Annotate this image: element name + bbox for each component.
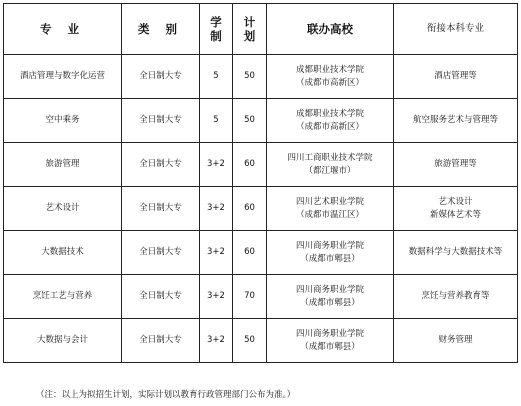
header-plan (233, 4, 267, 55)
cell-category: 全日制大专 (122, 275, 200, 319)
cell-partner-line: （成都市高新区） (295, 77, 364, 88)
cell-years: 3+2 (200, 143, 233, 187)
cell-bachelor (394, 99, 518, 143)
cell-bachelor (394, 319, 518, 363)
cell-category: 全日制大专 (122, 55, 200, 99)
cell-bachelor-line: 旅游管理等 (434, 159, 477, 169)
table-row (4, 187, 518, 231)
header-years-line-1: 学 (210, 15, 222, 29)
table-header-row (4, 4, 518, 55)
cell-partner-line: 四川商务职业学院 (295, 240, 364, 251)
cell-plan: 60 (233, 231, 267, 275)
cell-partner (267, 275, 394, 319)
cell-years: 5 (200, 55, 233, 99)
cell-category: 全日制大专 (122, 231, 200, 275)
footnote: （注：以上为拟招生计划，实际计划以教育行政管理部门公布为准。） (36, 390, 296, 400)
cell-major: 酒店管理与数字化运营 (4, 55, 122, 99)
cell-partner (267, 319, 394, 363)
header-partner: 联办高校 (267, 4, 394, 55)
header-years (200, 4, 233, 55)
cell-partner-line: （都江堰市） (304, 165, 356, 176)
cell-years: 3+2 (200, 231, 233, 275)
cell-years: 5 (200, 99, 233, 143)
table-row (4, 55, 518, 99)
cell-partner-line: 成都职业技术学院 (295, 64, 364, 75)
cell-plan: 60 (233, 187, 267, 231)
cell-bachelor-line: 航空服务艺术与管理等 (412, 115, 498, 125)
cell-partner-line: 四川商务职业学院 (295, 328, 364, 339)
cell-partner-line: 四川艺术职业学院 (295, 196, 364, 207)
cell-category: 全日制大专 (122, 319, 200, 363)
cell-plan: 50 (233, 99, 267, 143)
cell-major: 大数据与会计 (4, 319, 122, 363)
cell-plan: 50 (233, 319, 267, 363)
cell-bachelor-line: 财务管理 (438, 335, 473, 345)
cell-partner (267, 187, 394, 231)
enrollment-plan-table (3, 3, 518, 363)
cell-category: 全日制大专 (122, 143, 200, 187)
cell-major: 艺术设计 (4, 187, 122, 231)
cell-major: 烹饪工艺与营养 (4, 275, 122, 319)
cell-partner-line: （成都市郫县） (300, 341, 360, 352)
cell-bachelor (394, 187, 518, 231)
cell-partner-line: 四川商务职业学院 (295, 284, 364, 295)
cell-bachelor-line: 数据科学与大数据技术等 (408, 247, 503, 257)
cell-years: 3+2 (200, 275, 233, 319)
cell-partner-line: 四川工商职业技术学院 (287, 152, 373, 163)
cell-bachelor (394, 275, 518, 319)
header-major: 专 业 (4, 4, 122, 55)
table-row (4, 319, 518, 363)
header-category: 类 别 (122, 4, 200, 55)
cell-category: 全日制大专 (122, 99, 200, 143)
cell-bachelor (394, 231, 518, 275)
table-row (4, 143, 518, 187)
cell-years: 3+2 (200, 319, 233, 363)
cell-partner-line: 成都职业技术学院 (295, 108, 364, 119)
cell-plan: 60 (233, 143, 267, 187)
table-body (4, 55, 518, 363)
cell-major: 旅游管理 (4, 143, 122, 187)
cell-plan: 70 (233, 275, 267, 319)
cell-partner-line: （成都市郫县） (300, 253, 360, 264)
cell-partner-line: （成都市郫县） (300, 297, 360, 308)
cell-bachelor-line: 新媒体艺术等 (429, 209, 481, 220)
cell-major: 空中乘务 (4, 99, 122, 143)
cell-major: 大数据技术 (4, 231, 122, 275)
cell-partner-line: （成都市温江区） (295, 209, 364, 220)
table-row (4, 99, 518, 143)
header-years-line-2: 制 (210, 29, 222, 43)
cell-plan: 50 (233, 55, 267, 99)
table-row (4, 275, 518, 319)
cell-partner (267, 55, 394, 99)
cell-category: 全日制大专 (122, 187, 200, 231)
cell-bachelor (394, 55, 518, 99)
cell-partner (267, 143, 394, 187)
header-bachelor: 衔接本科专业 (394, 4, 518, 55)
cell-partner (267, 99, 394, 143)
cell-years: 3+2 (200, 187, 233, 231)
cell-bachelor (394, 143, 518, 187)
cell-partner-line: （成都市高新区） (295, 121, 364, 132)
header-plan-line-2: 划 (243, 29, 256, 43)
cell-bachelor-line: 酒店管理等 (434, 71, 477, 81)
header-plan-line-1: 计 (243, 15, 256, 29)
table-row (4, 231, 518, 275)
cell-partner (267, 231, 394, 275)
cell-bachelor-line: 艺术设计 (438, 196, 473, 207)
cell-bachelor-line: 烹饪与营养教育等 (421, 291, 490, 301)
